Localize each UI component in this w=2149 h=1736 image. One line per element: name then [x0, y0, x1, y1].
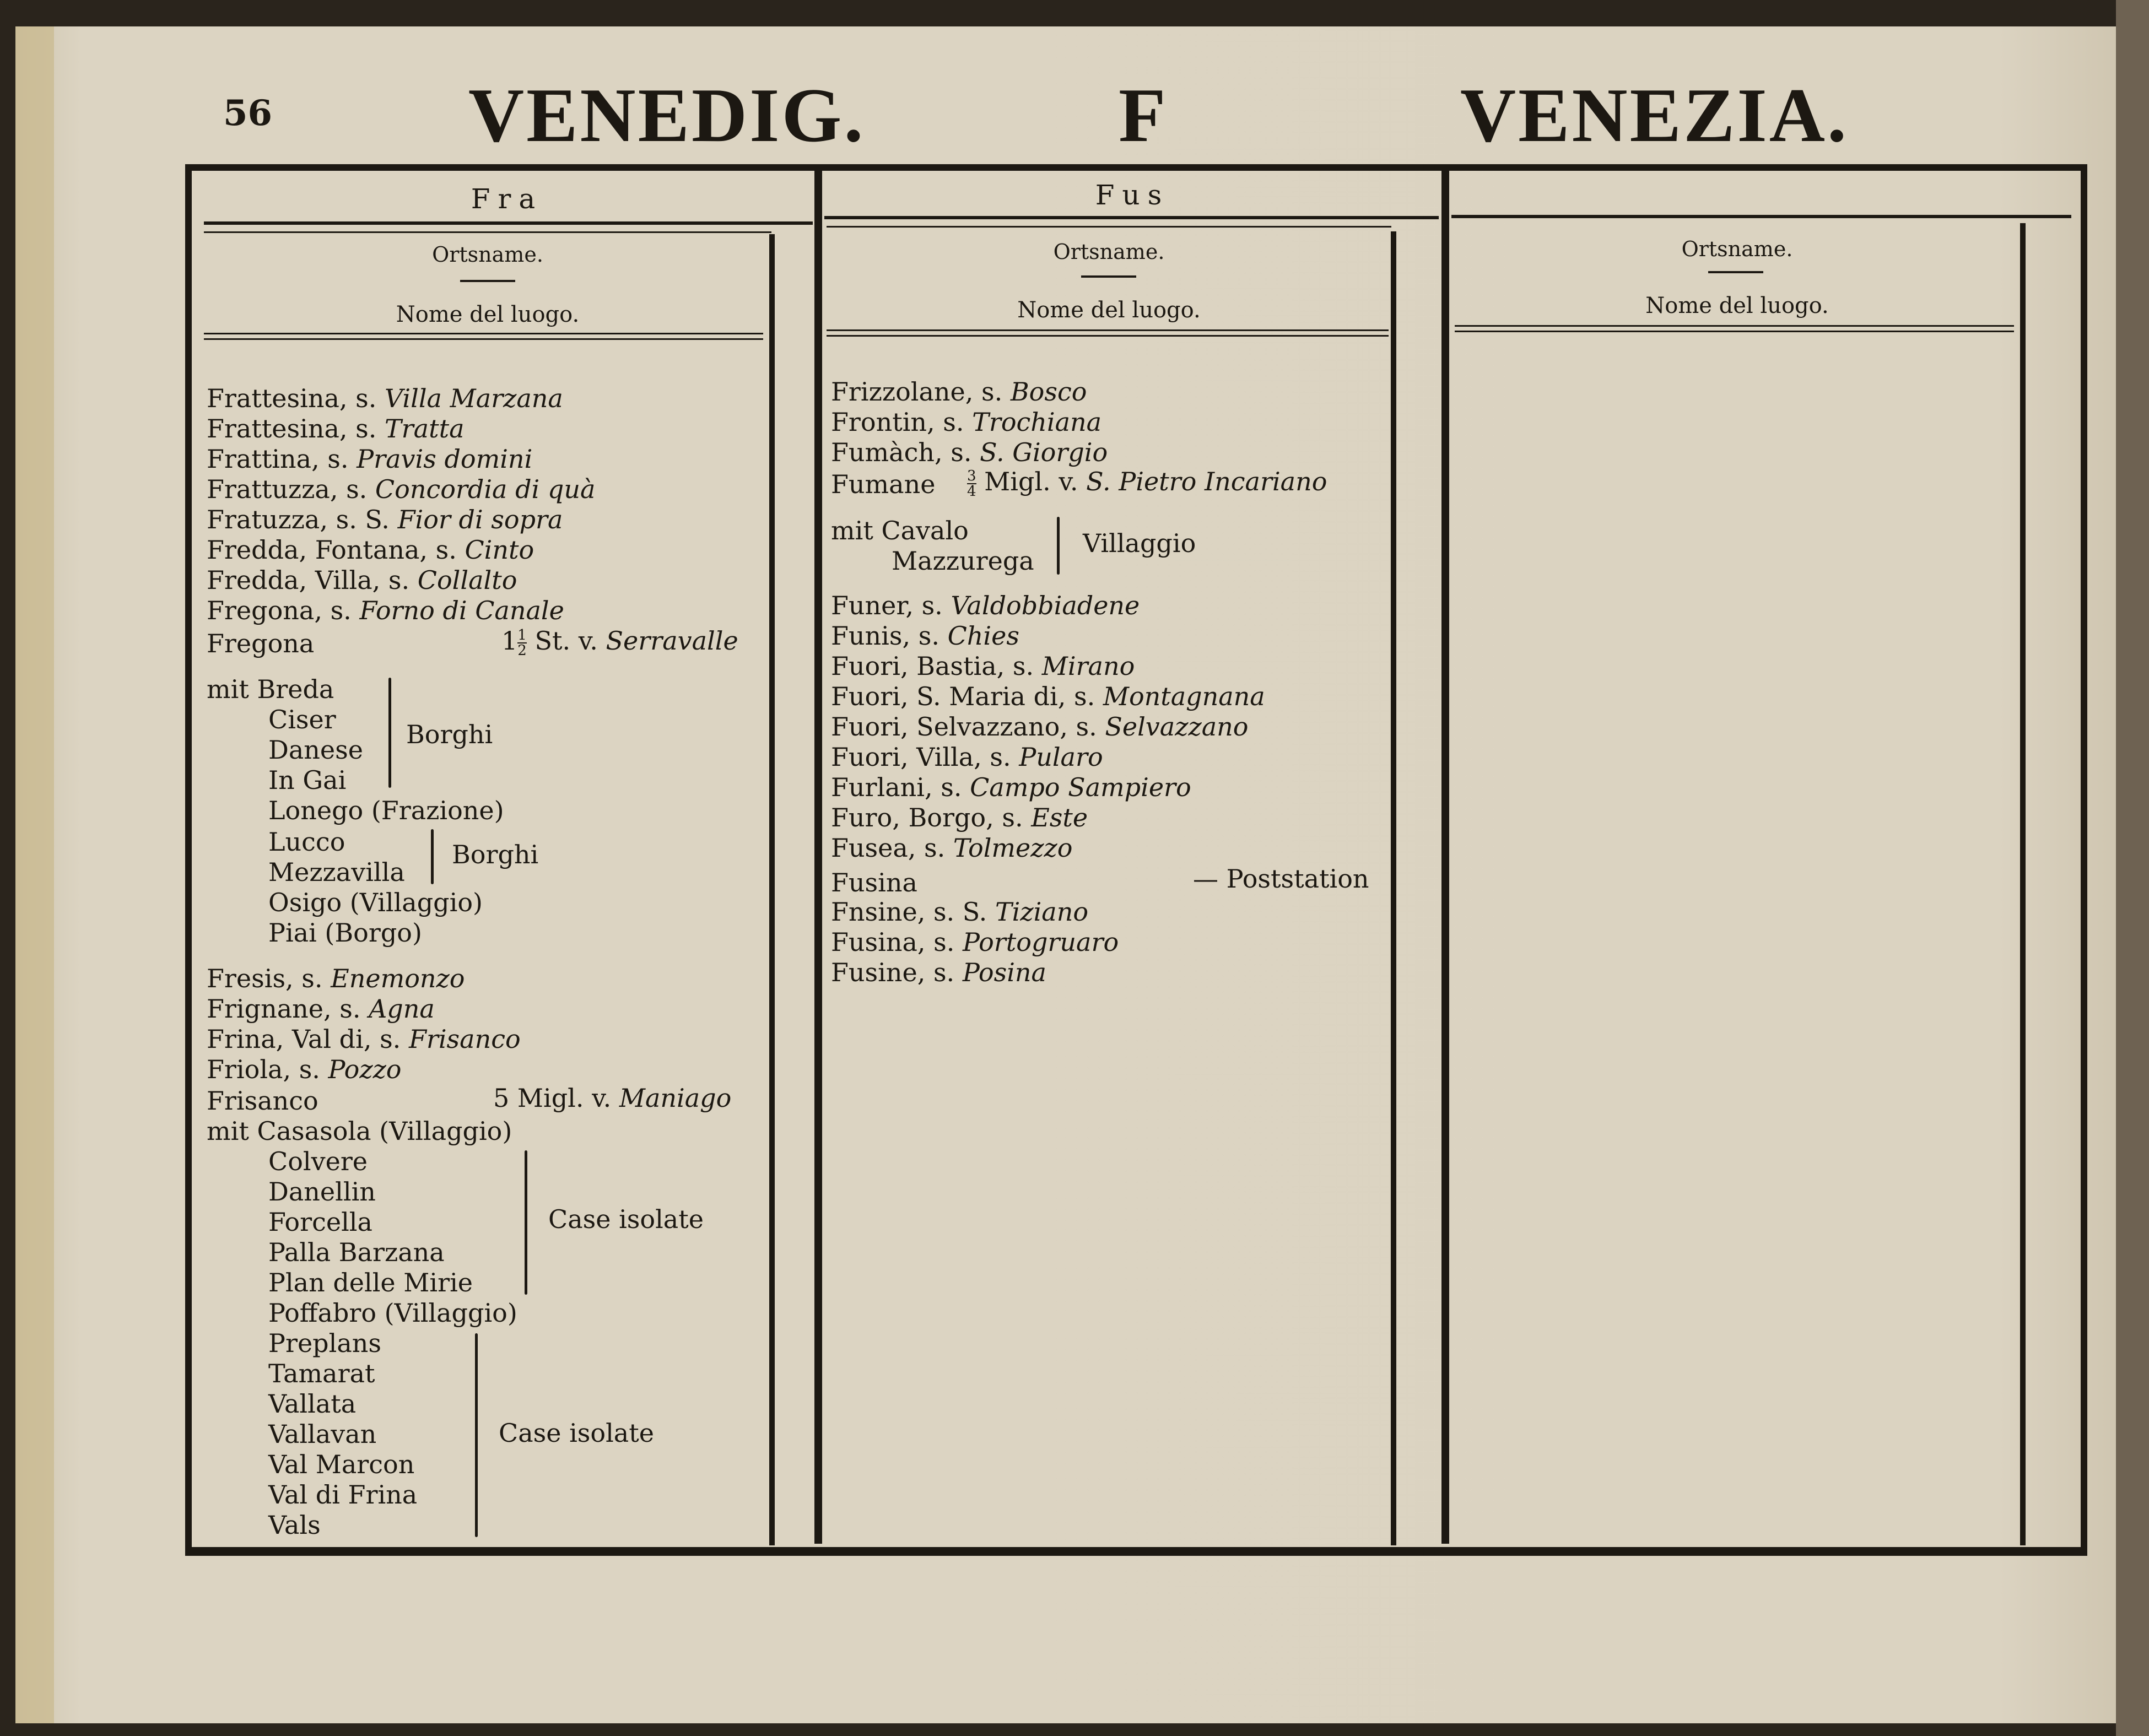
column-separator-2	[1441, 171, 1449, 1544]
list-item: In Gai	[268, 765, 347, 795]
list-item: Vals	[268, 1510, 321, 1540]
title-rule-3	[1451, 215, 2071, 218]
list-item: Frignane, s. Agna	[207, 994, 435, 1024]
list-item: Vallavan	[268, 1419, 377, 1449]
group-label: Borghi	[406, 720, 493, 749]
list-item: Fusine, s. Posina	[831, 958, 1046, 987]
group-label: Case isolate	[499, 1418, 654, 1448]
distance-note: $\frac{3}{4}$ Migl. v. S. Pietro Incariano	[967, 467, 1327, 500]
list-item: Fuori, Villa, s. Pularo	[831, 742, 1103, 772]
column-separator-1	[814, 171, 822, 1544]
header-rule-1b	[204, 338, 763, 340]
inner-rule-1	[769, 234, 775, 1545]
title-rule-2b	[827, 226, 1391, 228]
column-1-header-it: Nome del luogo.	[396, 302, 580, 327]
list-item: Mezzavilla	[268, 857, 405, 887]
header-rule-3b	[1455, 331, 2014, 332]
list-item: Frisanco	[207, 1086, 318, 1116]
column-title-1: Fra	[471, 183, 543, 215]
list-item: Piai (Borgo)	[268, 918, 422, 948]
group-label: Villaggio	[1083, 528, 1196, 558]
list-item: Lonego (Frazione)	[268, 796, 504, 825]
column-2-header-it: Nome del luogo.	[1017, 298, 1201, 323]
list-item: mit Casasola (Villaggio)	[207, 1116, 512, 1146]
list-item: Mazzurega	[892, 546, 1034, 576]
column-2-header-de: Ortsname.	[1053, 240, 1165, 264]
title-rule-1b	[204, 231, 771, 233]
header-rule-2b	[827, 335, 1389, 337]
column-1-header-dash	[460, 280, 515, 282]
group-label: Case isolate	[548, 1204, 704, 1234]
header-rule-1a	[204, 333, 763, 334]
list-item: Plan delle Mirie	[268, 1268, 473, 1297]
list-item: Frattuzza, s. Concordia di quà	[207, 474, 596, 504]
list-item: Fratuzza, s. S. Fior di sopra	[207, 505, 563, 534]
list-item: Fregona, s. Forno di Canale	[207, 596, 564, 625]
list-item: Friola, s. Pozzo	[207, 1054, 402, 1084]
list-item: mit Cavalo	[831, 516, 969, 545]
fraction: $\frac{3}{4}$	[967, 468, 976, 500]
page-edge-right	[2116, 0, 2149, 1736]
page-edge-left	[15, 26, 54, 1723]
brace	[525, 1150, 527, 1295]
list-item: Fuori, S. Maria di, s. Montagnana	[831, 682, 1265, 711]
brace	[1057, 517, 1060, 575]
list-item: Val Marcon	[268, 1450, 415, 1479]
list-item: Ciser	[268, 705, 336, 734]
list-item: Tamarat	[268, 1359, 375, 1388]
list-item: Fumane	[831, 469, 936, 499]
brace	[475, 1333, 478, 1537]
list-item: Forcella	[268, 1207, 372, 1237]
list-item: Palla Barzana	[268, 1237, 445, 1267]
list-item: Fusea, s. Tolmezzo	[831, 833, 1073, 863]
distance-note: 5 Migl. v. Maniago	[493, 1083, 732, 1113]
heading-letter: F	[1119, 73, 1168, 158]
column-2-header-dash	[1081, 275, 1136, 278]
list-item: Fuori, Bastia, s. Mirano	[831, 651, 1135, 681]
list-item: Val di Frina	[268, 1480, 418, 1510]
list-item: Frizzolane, s. Bosco	[831, 377, 1087, 407]
list-item: Lucco	[268, 827, 345, 857]
list-item: Osigo (Villaggio)	[268, 888, 483, 917]
list-item: Fresis, s. Enemonzo	[207, 964, 465, 993]
list-item: Funis, s. Chies	[831, 621, 1019, 651]
list-item: Funer, s. Valdobbiadene	[831, 591, 1140, 620]
list-item: Fregona	[207, 629, 315, 658]
inner-rule-2	[1391, 231, 1396, 1545]
brace	[431, 829, 434, 884]
list-item: Frattina, s. Pravis domini	[207, 444, 533, 474]
page-number: 56	[223, 93, 273, 134]
group-label: Borghi	[452, 840, 539, 869]
list-item: Furlani, s. Campo Sampiero	[831, 772, 1191, 802]
column-3-header-dash	[1708, 271, 1763, 273]
list-item: Frontin, s. Trochiana	[831, 407, 1102, 437]
list-item: Fusina, s. Portogruaro	[831, 927, 1119, 957]
column-title-2: Fus	[1095, 179, 1170, 211]
heading-left: VENEDIG.	[468, 73, 866, 158]
list-item: Frina, Val di, s. Frisanco	[207, 1024, 521, 1054]
list-item: Poffabro (Villaggio)	[268, 1298, 517, 1328]
list-item: Furo, Borgo, s. Este	[831, 803, 1088, 832]
fraction: $\frac{1}{2}$	[517, 627, 527, 659]
list-item: Frattesina, s. Villa Marzana	[207, 383, 563, 413]
header-rule-2a	[827, 329, 1389, 331]
column-3-header-de: Ortsname.	[1681, 237, 1793, 261]
list-item: Fredda, Fontana, s. Cinto	[207, 535, 534, 565]
column-3-header-it: Nome del luogo.	[1645, 293, 1829, 318]
list-item: Fnsine, s. S. Tiziano	[831, 897, 1089, 927]
list-item: Colvere	[268, 1146, 368, 1176]
list-item: Danellin	[268, 1177, 376, 1207]
list-item: Fumàch, s. S. Giorgio	[831, 437, 1108, 467]
list-item: Vallata	[268, 1389, 357, 1419]
bottom-rule	[185, 1547, 2087, 1556]
list-item: Fredda, Villa, s. Collalto	[207, 565, 517, 595]
list-item: Preplans	[268, 1328, 381, 1358]
header-rule-3a	[1455, 325, 2014, 327]
brace	[388, 678, 391, 788]
list-item: Fuori, Selvazzano, s. Selvazzano	[831, 712, 1249, 742]
poststation-note: — Poststation	[1193, 864, 1369, 894]
list-item: Frattesina, s. Tratta	[207, 414, 465, 444]
list-item: mit Breda	[207, 674, 334, 704]
title-rule-1	[204, 221, 813, 225]
distance-note: 1 $\frac{1}{2}$ St. v. Serravalle	[501, 626, 738, 659]
list-item: Danese	[268, 735, 363, 765]
title-rule-2	[824, 216, 1439, 219]
column-1-header-de: Ortsname.	[432, 242, 543, 267]
heading-right: VENEZIA.	[1460, 73, 1849, 158]
list-item: Fusina	[831, 868, 917, 897]
inner-rule-3	[2020, 223, 2026, 1545]
